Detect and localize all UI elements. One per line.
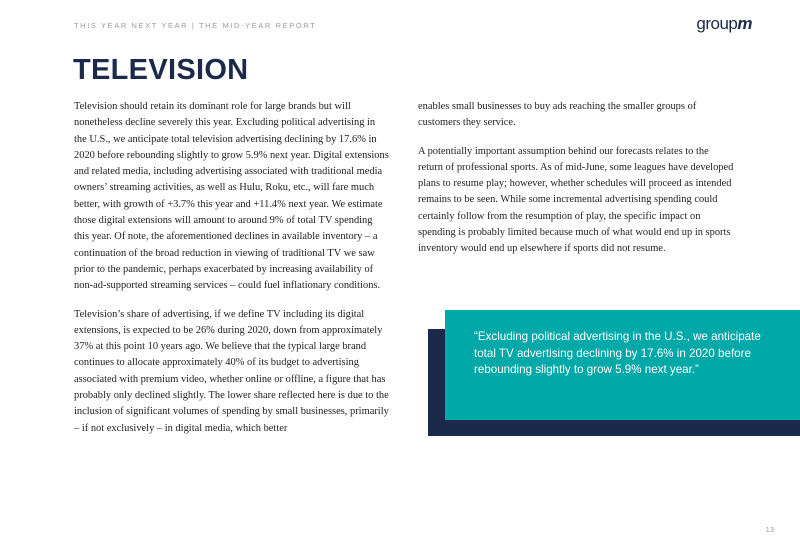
left-column — [74, 99, 390, 449]
page-number: 13 — [765, 525, 774, 534]
page-title: TELEVISION — [73, 54, 249, 86]
running-header: THIS YEAR NEXT YEAR | THE MID-YEAR REPORT — [74, 21, 317, 30]
groupm-logo — [696, 14, 752, 34]
logo-mark: m — [737, 14, 752, 33]
body-paragraph: Television’s share of advertising, if we define TV including its digital extensions, is expected to be 26% during 2020, down from approximately 37% at this point 10 years ago. We believe that the typical large brand continues to allocate approximately 40% of its budget to advertising associated with premium video, whether online or offline, a figure that has probably only declined slightly. The lower share reflected here is due to the inclusion of significant volumes of spending by small businesses, primarily – if not exclusively – in digital media, which better — [74, 308, 389, 434]
body-paragraph: Television should retain its dominant role for large brands but will nonetheless decline severely this year. Excluding political advertising in the U.S., we anticipate total television advertising declining by 17.6% in 2020 before rebounding slightly to grow 5.9% next year. Digital extensions and related media, including advertising associated with traditional media owners’ streaming activities, as well as Hulu, Roku, etc., will fare much better, with growth of +3.7% this year and +11.4% next year. We estimate those digital extensions will amount to around 9% of total TV spending this year. Of note, the aforementioned declines in available inventory – a continuation of the broad reduction in viewing of traditional TV we saw prior to the pandemic, perhaps exacerbated by increasing availability of non-ad-supported streaming services – could fuel inflationary conditions. — [74, 101, 389, 292]
right-column — [418, 99, 734, 270]
pull-quote-text: “Excluding political advertising in the U.S., we anticipate total TV advertising declining by 17.6% in 2020 before rebounding slightly to grow 5.9% next year.” — [474, 330, 761, 377]
body-paragraph: enables small businesses to buy ads reaching the smaller groups of customers they service. — [418, 101, 697, 129]
logo-text: group — [696, 14, 738, 33]
body-paragraph: A potentially important assumption behind our forecasts relates to the return of professional sports. As of mid-June, some leagues have developed plans to resume play; however, whether schedules will proceed as intended remains to be seen. While some incremental advertising spending could certainly follow from the resumption of play, the specific impact on spending is probably limited because much of what would end up in sports inventory would end up elsewhere if sports did not resume. — [418, 145, 734, 255]
